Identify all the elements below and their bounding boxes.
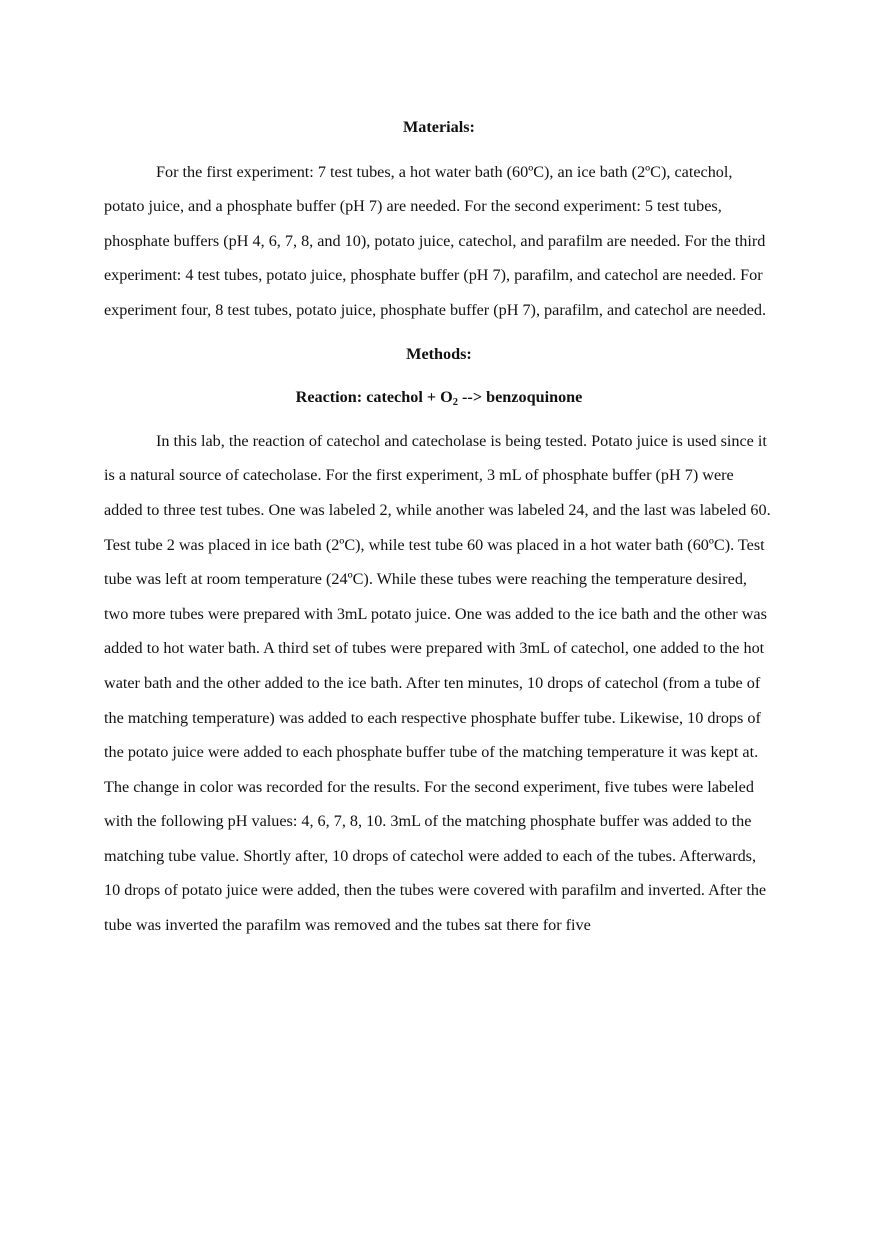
materials-paragraph: For the first experiment: 7 test tubes, a hot water bath (60ºC), an ice bath (2ºC), catechol, potato juice, and a phosphate buffer (pH 7) are needed. For the second experiment: 5 test tubes, phosphate buffers (pH 4, 6, 7, 8, and 10), potato juice, catechol, and parafilm are needed. For the third experiment: 4 test tubes, potato juice, phosphate buffer (pH 7), parafilm, and catechol are needed. For experiment four, 8 test tubes, potato juice, phosphate buffer (pH 7), parafilm, and catechol are needed. xyxy=(104,162,767,319)
methods-heading: Methods: xyxy=(406,344,472,363)
document-page xyxy=(104,110,774,943)
reaction-prefix: Reaction: catechol + O xyxy=(295,388,453,407)
reaction-equation xyxy=(104,380,774,415)
spacer xyxy=(104,371,774,380)
spacer xyxy=(104,415,774,424)
spacer xyxy=(104,145,774,155)
spacer xyxy=(104,328,774,337)
methods-paragraph: In this lab, the reaction of catechol and catecholase is being tested. Potato juice is used since it is a natural source of catecholase. For the first experiment, 3 mL of phosphate buffer (pH 7) were added to three test tubes. One was labeled 2, while another was labeled 24, and the last was labeled 60. Test tube 2 was placed in ice bath (2ºC), while test tube 60 was placed in a hot water bath (60ºC). Test tube was left at room temperature (24ºC). While these tubes were reaching the temperature desired, two more tubes were prepared with 3mL potato juice. One was added to the ice bath and the other was added to hot water bath. A third set of tubes were prepared with 3mL of catechol, one added to the hot water bath and the other added to the ice bath. After ten minutes, 10 drops of catechol (from a tube of the matching temperature) was added to each respective phosphate buffer tube. Likewise, 10 drops of the potato juice were added to each phosphate buffer tube of the matching temperature it was kept at. The change in color was recorded for the results. For the second experiment, five tubes were labeled with the following pH values: 4, 6, 7, 8, 10. 3mL of the matching phosphate buffer was added to the matching tube value. Shortly after, 10 drops of catechol were added to each of the tubes. Afterwards, 10 drops of potato juice were added, then the tubes were covered with parafilm and inverted. After the tube was inverted the parafilm was removed and the tubes sat there for five xyxy=(104,431,771,935)
oxygen-subscript: 2 xyxy=(452,397,458,409)
materials-heading: Materials: xyxy=(403,118,475,136)
reaction-suffix: --> benzoquinone xyxy=(458,388,583,407)
